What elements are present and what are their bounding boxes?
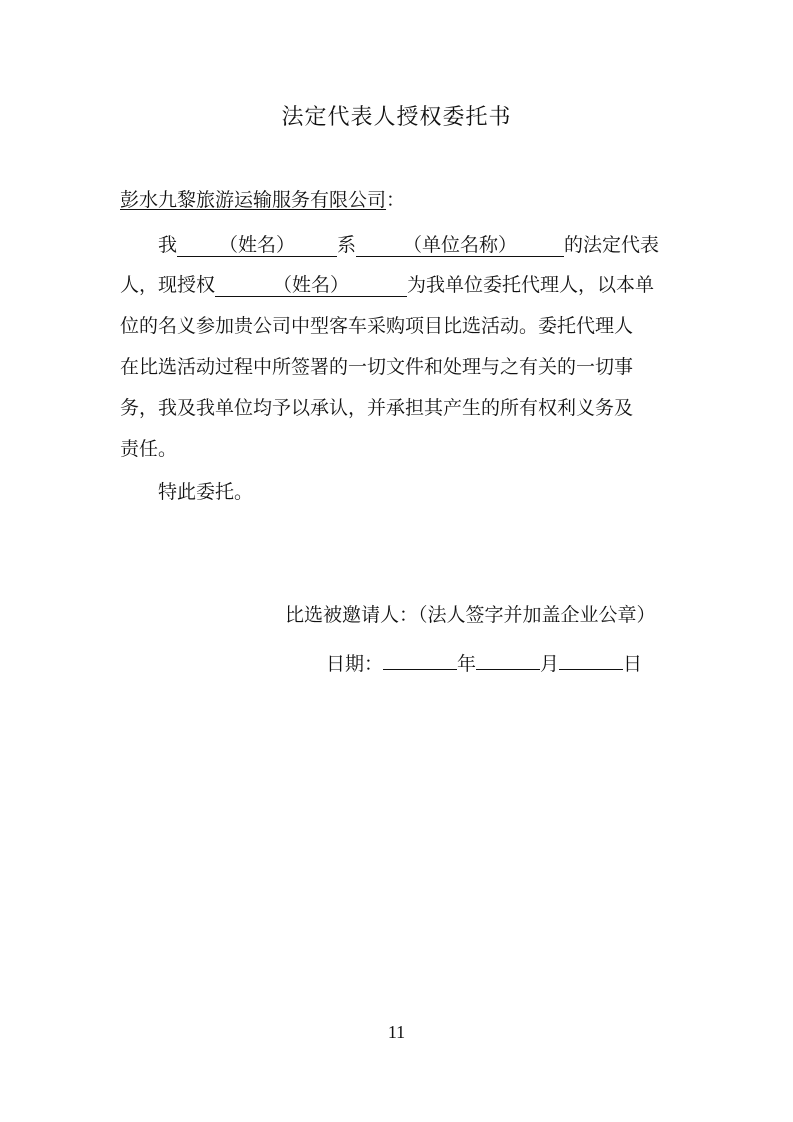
month-blank-field[interactable] [476,647,540,670]
addressee-line [120,188,405,212]
agent-name-blank-field[interactable]: （姓名） [215,274,407,297]
document-title: 法定代表人授权委托书 [281,105,512,130]
paragraph-line-2 [120,273,654,297]
line1-middle: 系 [337,234,357,256]
closing-text: 特此委托。 [158,481,254,503]
line1-suffix: 的法定代表 [564,234,660,256]
unit-name-blank-field[interactable]: （单位名称） [356,234,564,257]
day-blank-field[interactable] [559,647,623,670]
line2-suffix: 为我单位委托代理人，以本单 [407,274,655,296]
paragraph-line-5: 务，我及我单位均予以承认，并承担其产生的所有权利义务及 [120,397,634,419]
name-blank-field[interactable]: （姓名） [177,234,337,257]
date-line [326,647,642,676]
signature-line: 比选被邀请人：（法人签字并加盖企业公章） [285,604,656,626]
month-label: 月 [540,653,560,675]
date-label: 日期： [326,653,384,675]
paragraph-line-3: 位的名义参加贵公司中型客车采购项目比选活动。委托代理人 [120,315,634,337]
paragraph-line-4: 在比选活动过程中所签署的一切文件和处理与之有关的一切事 [120,356,634,378]
day-label: 日 [623,653,643,675]
paragraph-line-1 [120,233,659,257]
paragraph-line-6: 责任。 [120,438,178,460]
year-label: 年 [457,653,477,675]
line2-prefix: 人，现授权 [120,274,216,296]
page-number: 11 [387,1022,406,1042]
year-blank-field[interactable] [383,647,457,670]
addressee-colon: ： [386,189,406,211]
line1-prefix: 我 [158,234,178,256]
addressee-company: 彭水九黎旅游运输服务有限公司 [120,189,387,211]
